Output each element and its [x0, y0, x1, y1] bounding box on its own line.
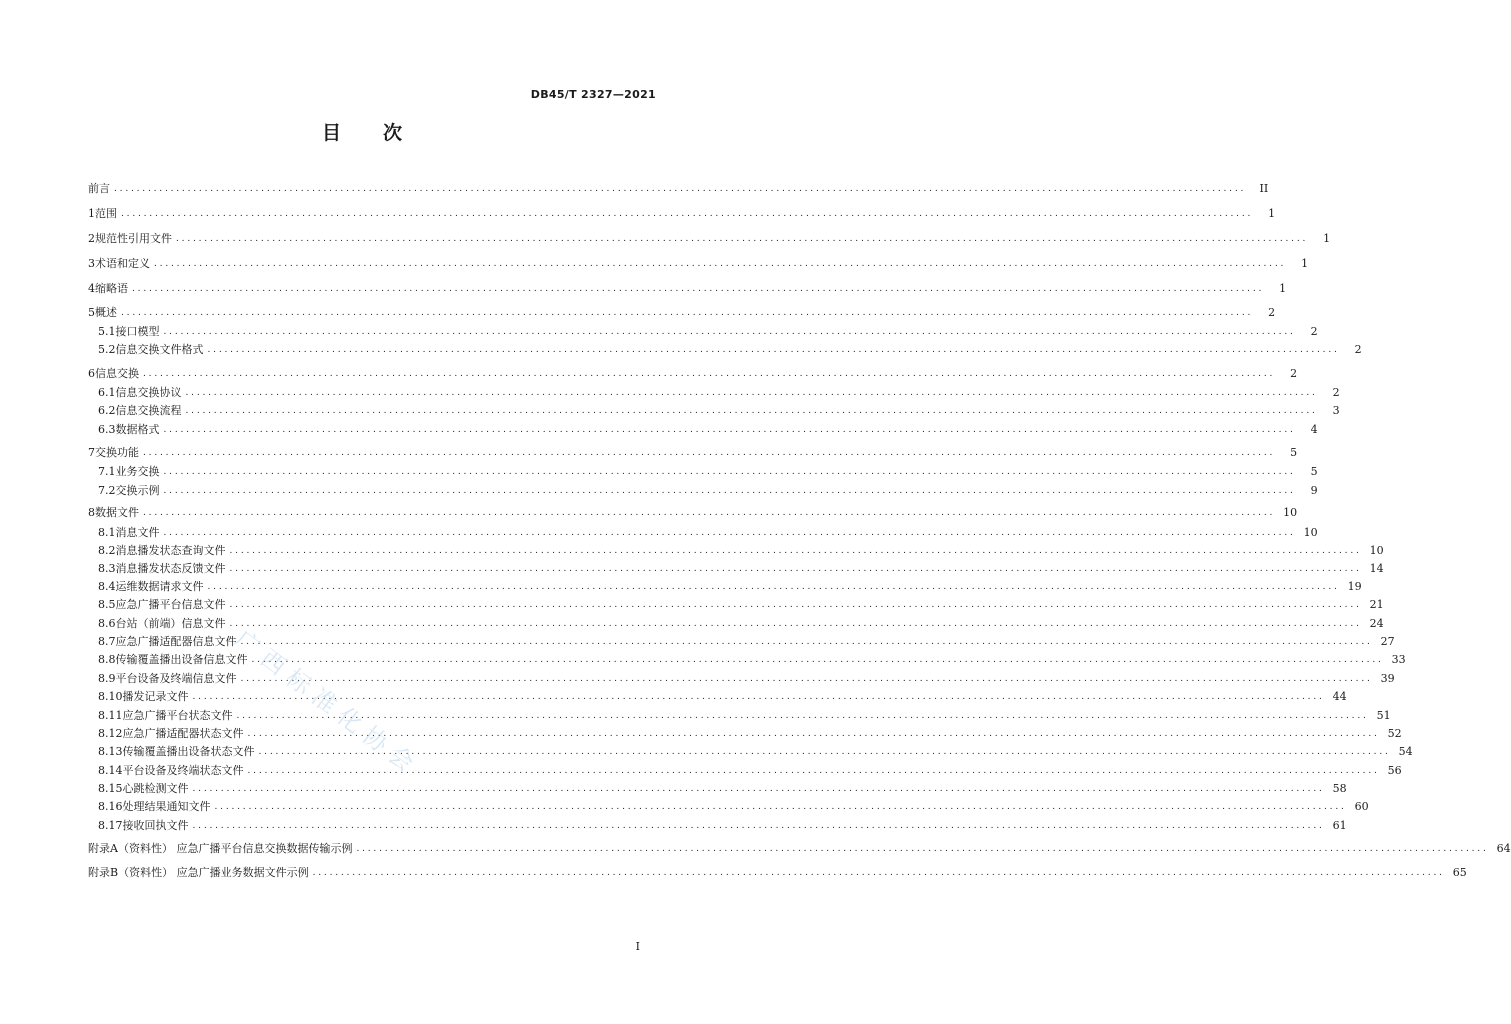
- toc-entry-title: 业务交换: [115, 465, 160, 478]
- toc-entry-number: 5.2: [98, 343, 116, 356]
- toc-entry-page: 1: [1268, 207, 1276, 220]
- toc-leader-dots: ........................................................................................................................................................................................................: [207, 582, 1340, 592]
- toc-entry[interactable]: [88, 255, 1309, 273]
- toc-entry[interactable]: [88, 688, 1347, 706]
- toc-entry-title: 交换示例: [115, 484, 160, 497]
- toc-entry-page: 9: [1310, 484, 1318, 497]
- toc-leader-dots: ........................................................................................................................................................................................................: [176, 234, 1309, 244]
- toc-leader-dots: ........................................................................................................................................................................................................: [192, 821, 1325, 831]
- toc-entry-title: 处理结果通知文件: [122, 800, 211, 813]
- toc-entry-number: 8.3: [98, 562, 116, 575]
- toc-leader-dots: ........................................................................................................................................................................................................: [240, 674, 1373, 684]
- toc-entry-number: 7.1: [98, 465, 116, 478]
- toc-entry-page: 2: [1354, 343, 1362, 356]
- toc-entry-page: 39: [1380, 672, 1395, 685]
- toc-leader-dots: ........................................................................................................................................................................................................: [229, 546, 1362, 556]
- toc-entry-number: 8.16: [98, 800, 123, 813]
- toc-leader-dots: ........................................................................................................................................................................................................: [185, 406, 1318, 416]
- toc-entry-page: 2: [1268, 306, 1276, 319]
- toc-entry-page: 10: [1369, 544, 1384, 557]
- toc-entry[interactable]: [88, 341, 1362, 359]
- toc-entry-number: 8.6: [98, 617, 116, 630]
- toc-leader-dots: ........................................................................................................................................................................................................: [258, 747, 1391, 757]
- standard-code: DB45/T 2327—2021: [530, 88, 656, 101]
- toc-entry-number: 8.11: [98, 709, 123, 722]
- page-number: I: [635, 940, 640, 953]
- toc-entry[interactable]: [88, 817, 1347, 835]
- toc-entry-number: 8.5: [98, 598, 116, 611]
- toc-leader-dots: ........................................................................................................................................................................................................: [229, 564, 1362, 574]
- toc-entry-page: 19: [1347, 580, 1362, 593]
- toc-title-char-2: 次: [383, 122, 403, 144]
- toc-entry-number: 4: [88, 282, 95, 295]
- toc-entry[interactable]: [88, 323, 1318, 341]
- toc-entry-title: 消息文件: [115, 526, 160, 539]
- toc-entry-number: 6.1: [98, 386, 116, 399]
- toc-entry[interactable]: [88, 230, 1331, 248]
- toc-leader-dots: ........................................................................................................................................................................................................: [214, 802, 1347, 812]
- toc-leader-dots: ........................................................................................................................................................................................................: [132, 284, 1265, 294]
- toc-entry-number: 8.9: [98, 672, 116, 685]
- toc-entry-page: 3: [1332, 404, 1340, 417]
- toc-entry-page: 10: [1303, 526, 1318, 539]
- toc-entry-number: 8.7: [98, 635, 116, 648]
- toc-leader-dots: ........................................................................................................................................................................................................: [121, 209, 1254, 219]
- toc-entry-page: 27: [1380, 635, 1395, 648]
- toc-entry-page: II: [1259, 182, 1269, 195]
- toc-entry-title: 播发记录文件: [122, 690, 189, 703]
- toc-leader-dots: ........................................................................................................................................................................................................: [163, 486, 1296, 496]
- toc-entry-page: 1: [1323, 232, 1331, 245]
- toc-entry-title: 接口模型: [115, 325, 160, 338]
- toc-entry-number: 2: [88, 232, 95, 245]
- toc-entry-number: 3: [88, 257, 95, 270]
- toc-leader-dots: ........................................................................................................................................................................................................: [356, 844, 1489, 854]
- toc-entry[interactable]: [88, 707, 1391, 725]
- toc-entry-title: 信息交换: [95, 367, 139, 380]
- toc-leader-dots: ........................................................................................................................................................................................................: [312, 868, 1445, 878]
- toc-entry-title: 消息播发状态查询文件: [115, 544, 226, 557]
- toc-entry-title: 数据文件: [95, 506, 139, 519]
- toc-entry-number: 8.4: [98, 580, 116, 593]
- toc-entry-title: 范围: [95, 207, 117, 220]
- toc-entry-page: 58: [1332, 782, 1347, 795]
- toc-entry-number: 8: [88, 506, 95, 519]
- toc-entry[interactable]: [88, 524, 1318, 542]
- watermark: 广西标准化协会: [229, 624, 426, 782]
- toc-entry-number: 8.12: [98, 727, 123, 740]
- toc-leader-dots: ........................................................................................................................................................................................................: [192, 692, 1325, 702]
- toc-leader-dots: ........................................................................................................................................................................................................: [240, 637, 1373, 647]
- toc-entry-title: 传输覆盖播出设备状态文件: [122, 745, 255, 758]
- toc-leader-dots: ........................................................................................................................................................................................................: [207, 345, 1340, 355]
- toc-entry-title: 平台设备及终端信息文件: [115, 672, 237, 685]
- toc-leader-dots: ........................................................................................................................................................................................................: [192, 784, 1325, 794]
- toc-entry[interactable]: [88, 743, 1413, 761]
- toc-entry-page: 2: [1310, 325, 1318, 338]
- toc-entry-title: 心跳检测文件: [122, 782, 189, 795]
- toc-entry-page: 60: [1354, 800, 1369, 813]
- toc-entry-title: 应急广播平台信息文件: [115, 598, 226, 611]
- toc-entry[interactable]: [88, 205, 1276, 223]
- toc-leader-dots: ........................................................................................................................................................................................................: [143, 508, 1276, 518]
- toc-entry-title: 接收回执文件: [122, 819, 189, 832]
- toc-entry-title: 平台设备及终端状态文件: [122, 764, 244, 777]
- toc-entry[interactable]: [88, 280, 1287, 298]
- toc-entry-title: 应急广播平台状态文件: [122, 709, 233, 722]
- toc-entry[interactable]: [88, 798, 1369, 816]
- toc-entry-number: 6.2: [98, 404, 116, 417]
- toc-entry[interactable]: [88, 762, 1402, 780]
- toc-entry[interactable]: [88, 304, 1276, 322]
- toc-leader-dots: ........................................................................................................................................................................................................: [121, 308, 1254, 318]
- toc-entry-title: 数据格式: [115, 423, 160, 436]
- toc-entry-page: 33: [1391, 653, 1406, 666]
- toc-entry-number: 6.3: [98, 423, 116, 436]
- toc-leader-dots: ........................................................................................................................................................................................................: [114, 184, 1247, 194]
- toc-entry[interactable]: [88, 615, 1384, 633]
- toc-entry-title: 附录B（资料性） 应急广播业务数据文件示例: [88, 866, 309, 879]
- toc-entry[interactable]: [88, 463, 1318, 481]
- toc-leader-dots: ........................................................................................................................................................................................................: [163, 425, 1296, 435]
- toc-leader-dots: ........................................................................................................................................................................................................: [236, 711, 1369, 721]
- toc-entry[interactable]: [88, 596, 1384, 614]
- toc-entry-page: 56: [1387, 764, 1402, 777]
- toc-entry-page: 64: [1496, 842, 1511, 855]
- toc-entry-title: 缩略语: [95, 282, 128, 295]
- toc-entry-number: 8.13: [98, 745, 123, 758]
- toc-leader-dots: ........................................................................................................................................................................................................: [229, 619, 1362, 629]
- toc-entry-title: 规范性引用文件: [95, 232, 172, 245]
- toc-leader-dots: ........................................................................................................................................................................................................: [143, 369, 1276, 379]
- toc-entry[interactable]: [88, 542, 1384, 560]
- toc-entry-page: 44: [1332, 690, 1347, 703]
- toc-entry-number: 8.2: [98, 544, 116, 557]
- toc-entry-number: 8.17: [98, 819, 123, 832]
- toc-entry-title: 应急广播适配器状态文件: [122, 727, 244, 740]
- toc-entry[interactable]: [88, 365, 1298, 383]
- toc-entry-page: 65: [1452, 866, 1467, 879]
- toc-entry-page: 2: [1290, 367, 1298, 380]
- toc-entry[interactable]: [88, 504, 1298, 522]
- toc-entry[interactable]: [88, 180, 1269, 198]
- toc-entry-title: 应急广播适配器信息文件: [115, 635, 237, 648]
- toc-entry-page: 52: [1387, 727, 1402, 740]
- toc-entry-page: 54: [1398, 745, 1413, 758]
- toc-entry-page: 5: [1310, 465, 1318, 478]
- toc-entry-title: 概述: [95, 306, 117, 319]
- toc-entry-number: 1: [88, 207, 95, 220]
- toc-entry-title: 信息交换流程: [115, 404, 182, 417]
- toc-entry[interactable]: [88, 578, 1362, 596]
- toc-entry[interactable]: [88, 633, 1395, 651]
- toc-leader-dots: ........................................................................................................................................................................................................: [185, 388, 1318, 398]
- toc-entry[interactable]: [88, 670, 1395, 688]
- toc-entry-title: 信息交换协议: [115, 386, 182, 399]
- toc-entry-number: 6: [88, 367, 95, 380]
- toc-leader-dots: ........................................................................................................................................................................................................: [229, 600, 1362, 610]
- toc-entry-page: 2: [1332, 386, 1340, 399]
- toc-entry-number: 7: [88, 446, 95, 459]
- toc-leader-dots: ........................................................................................................................................................................................................: [247, 729, 1380, 739]
- toc-title-char-1: 目: [321, 122, 341, 144]
- toc-entry[interactable]: [88, 651, 1406, 669]
- toc-leader-dots: ........................................................................................................................................................................................................: [163, 327, 1296, 337]
- toc-entry-number: 8.1: [98, 526, 116, 539]
- toc-entry-page: 21: [1369, 598, 1384, 611]
- toc-title: [0, 118, 724, 145]
- toc-entry-page: 5: [1290, 446, 1298, 459]
- toc-leader-dots: ........................................................................................................................................................................................................: [163, 467, 1296, 477]
- toc-leader-dots: ........................................................................................................................................................................................................: [163, 528, 1296, 538]
- toc-entry-page: 1: [1301, 257, 1309, 270]
- toc-entry-title: 消息播发状态反馈文件: [115, 562, 226, 575]
- toc-entry-number: 8.15: [98, 782, 123, 795]
- toc-leader-dots: ........................................................................................................................................................................................................: [247, 766, 1380, 776]
- toc-entry-title: 前言: [88, 182, 110, 195]
- toc-entry-title: 术语和定义: [95, 257, 150, 270]
- toc-entry-title: 运维数据请求文件: [115, 580, 204, 593]
- toc-entry-page: 14: [1369, 562, 1384, 575]
- toc-entry-page: 24: [1369, 617, 1384, 630]
- toc-leader-dots: ........................................................................................................................................................................................................: [154, 259, 1287, 269]
- toc-entry-title: 信息交换文件格式: [115, 343, 204, 356]
- toc-entry-number: 7.2: [98, 484, 116, 497]
- toc-entry-title: 附录A（资料性） 应急广播平台信息交换数据传输示例: [88, 842, 353, 855]
- toc-entry-number: 8.14: [98, 764, 123, 777]
- toc-entry[interactable]: [88, 840, 1511, 858]
- toc-leader-dots: ........................................................................................................................................................................................................: [251, 655, 1384, 665]
- toc-entry-page: 4: [1310, 423, 1318, 436]
- toc-entry-page: 61: [1332, 819, 1347, 832]
- toc-entry-number: 8.10: [98, 690, 123, 703]
- toc-entry[interactable]: [88, 725, 1402, 743]
- toc-entry[interactable]: [88, 444, 1298, 462]
- toc-entry-number: 8.8: [98, 653, 116, 666]
- toc-entry-number: 5.1: [98, 325, 116, 338]
- toc-entry-title: 交换功能: [95, 446, 139, 459]
- toc-entry[interactable]: [88, 402, 1340, 420]
- toc-entry-title: 台站（前端）信息文件: [115, 617, 226, 630]
- toc-entry-page: 10: [1283, 506, 1298, 519]
- toc-entry[interactable]: [88, 560, 1384, 578]
- toc-entry[interactable]: [88, 421, 1318, 439]
- toc-entry[interactable]: [88, 864, 1467, 882]
- toc-leader-dots: ........................................................................................................................................................................................................: [143, 448, 1276, 458]
- toc-entry-page: 1: [1279, 282, 1287, 295]
- toc-entry-page: 51: [1376, 709, 1391, 722]
- toc-entry[interactable]: [88, 482, 1318, 500]
- toc-entry[interactable]: [88, 384, 1340, 402]
- toc-entry[interactable]: [88, 780, 1347, 798]
- toc-entry-title: 传输覆盖播出设备信息文件: [115, 653, 248, 666]
- toc-entry-number: 5: [88, 306, 95, 319]
